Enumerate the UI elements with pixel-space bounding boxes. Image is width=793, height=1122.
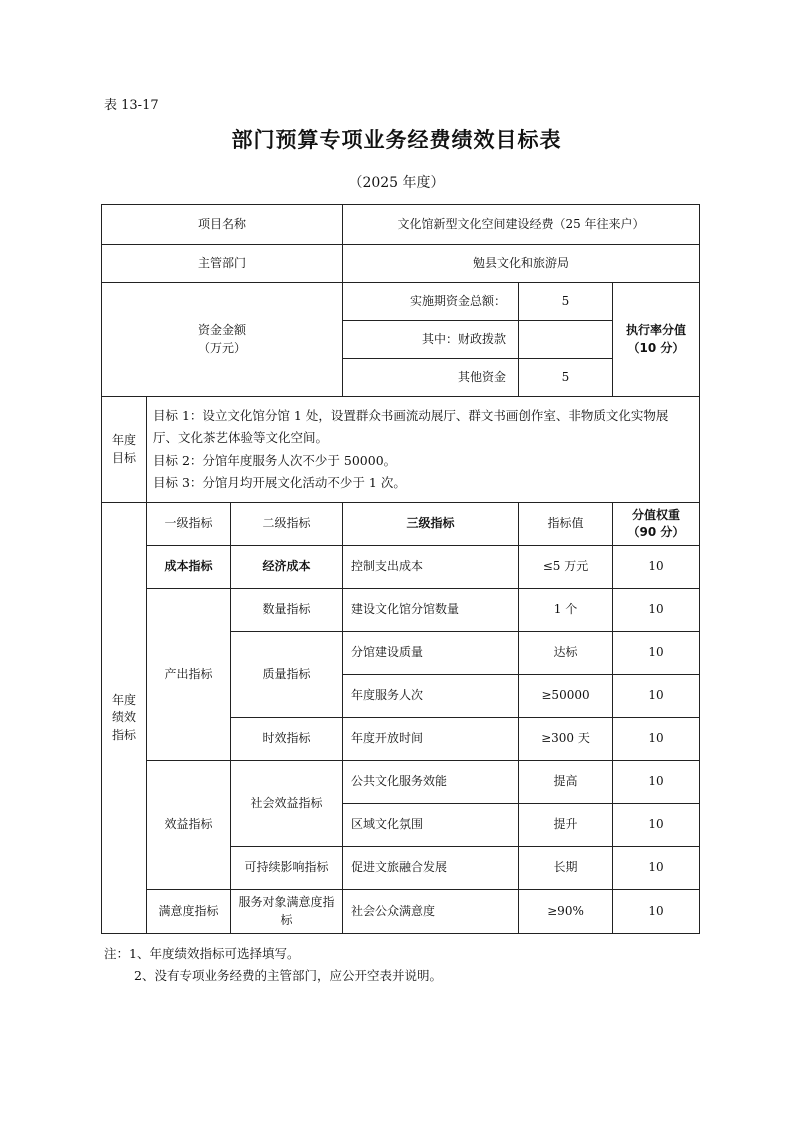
level3-cell: 年度开放时间 bbox=[343, 718, 519, 761]
level3-cell: 控制支出成本 bbox=[343, 546, 519, 589]
indicators-section-label bbox=[102, 503, 147, 934]
level2-sustainable-impact: 可持续影响指标 bbox=[231, 847, 343, 890]
footnote-2: 2、没有专项业务经费的主管部门，应公开空表并说明。 bbox=[134, 967, 442, 983]
fiscal-funds-value bbox=[519, 321, 613, 359]
header-weight bbox=[613, 503, 700, 546]
annual-goals-text bbox=[147, 397, 700, 503]
level3-cell: 促进文旅融合发展 bbox=[343, 847, 519, 890]
level1-satisfaction: 满意度指标 bbox=[147, 890, 231, 934]
level1-benefit: 效益指标 bbox=[147, 761, 231, 890]
level3-cell: 社会公众满意度 bbox=[343, 890, 519, 934]
annual-goals-label-line2: 目标 bbox=[111, 450, 136, 465]
table-number: 表 13-17 bbox=[104, 98, 159, 113]
indicator-weight: 10 bbox=[613, 546, 700, 589]
execution-score-line2: （10 分） bbox=[627, 340, 685, 355]
indicators-section-label-line: 绩效 bbox=[111, 710, 136, 725]
funds-label-line1: 资金金额 bbox=[197, 323, 246, 338]
indicator-value: 1 个 bbox=[519, 589, 613, 632]
footnote-1: 注：1、年度绩效指标可选择填写。 bbox=[104, 946, 300, 961]
indicator-weight: 10 bbox=[613, 804, 700, 847]
department-value: 勉县文化和旅游局 bbox=[343, 245, 700, 283]
funds-label bbox=[102, 283, 343, 397]
header-weight-line2: （90 分） bbox=[627, 525, 685, 539]
page-title: 部门预算专项业务经费绩效目标表 bbox=[231, 128, 562, 152]
level2-quality: 质量指标 bbox=[231, 632, 343, 718]
indicator-weight: 10 bbox=[613, 718, 700, 761]
indicator-weight: 10 bbox=[613, 847, 700, 890]
level3-cell: 分馆建设质量 bbox=[343, 632, 519, 675]
project-name-value: 文化馆新型文化空间建设经费（25 年往来户） bbox=[343, 205, 700, 245]
indicators-section-label-line: 年度 bbox=[111, 692, 136, 707]
goal-item: 目标 1：设立文化馆分馆 1 处，设置群众书画流动展厅、群文书画创作室、非物质文化实物展厅、文化茶艺体验等文化空间。 bbox=[153, 407, 669, 445]
indicator-weight: 10 bbox=[613, 675, 700, 718]
indicator-weight: 10 bbox=[613, 890, 700, 934]
level1-output: 产出指标 bbox=[147, 589, 231, 761]
level1-cost: 成本指标 bbox=[147, 546, 231, 589]
level3-cell: 年度服务人次 bbox=[343, 675, 519, 718]
header-level1: 一级指标 bbox=[147, 503, 231, 546]
header-value: 指标值 bbox=[519, 503, 613, 546]
goal-item: 目标 3：分馆月均开展文化活动不少于 1 次。 bbox=[153, 475, 406, 490]
level2-timeliness: 时效指标 bbox=[231, 718, 343, 761]
annual-goals-label bbox=[102, 397, 147, 503]
level2-social-benefit: 社会效益指标 bbox=[231, 761, 343, 847]
funds-label-line2: （万元） bbox=[197, 340, 246, 355]
indicators-section-label-line: 指标 bbox=[111, 727, 136, 742]
project-name-label: 项目名称 bbox=[102, 205, 343, 245]
indicator-value: ≥90% bbox=[519, 890, 613, 934]
budget-year: （2025 年度） bbox=[348, 175, 445, 191]
level3-cell: 公共文化服务效能 bbox=[343, 761, 519, 804]
total-funds-label: 实施期资金总额： bbox=[343, 283, 519, 321]
level2-quantity: 数量指标 bbox=[231, 589, 343, 632]
indicator-value: ≥300 天 bbox=[519, 718, 613, 761]
indicator-weight: 10 bbox=[613, 632, 700, 675]
level3-cell: 区域文化氛围 bbox=[343, 804, 519, 847]
goal-item: 目标 2：分馆年度服务人次不少于 50000。 bbox=[153, 452, 397, 468]
footnotes bbox=[104, 943, 442, 987]
fiscal-funds-label: 其中：财政拨款 bbox=[343, 321, 519, 359]
indicator-value: 提高 bbox=[519, 761, 613, 804]
execution-score-line1: 执行率分值 bbox=[625, 323, 686, 338]
total-funds-value: 5 bbox=[519, 283, 613, 321]
indicator-value: ≥50000 bbox=[519, 675, 613, 718]
indicator-weight: 10 bbox=[613, 761, 700, 804]
other-funds-value: 5 bbox=[519, 359, 613, 397]
indicator-value: 达标 bbox=[519, 632, 613, 675]
indicator-value: 长期 bbox=[519, 847, 613, 890]
header-level2: 二级指标 bbox=[231, 503, 343, 546]
annual-goals-label-line1: 年度 bbox=[111, 433, 136, 448]
header-weight-line1: 分值权重 bbox=[631, 507, 680, 522]
header-level3: 三级指标 bbox=[343, 503, 519, 546]
other-funds-label: 其他资金 bbox=[343, 359, 519, 397]
performance-target-table bbox=[101, 204, 700, 934]
indicator-weight: 10 bbox=[613, 589, 700, 632]
level2-economic-cost: 经济成本 bbox=[231, 546, 343, 589]
indicator-value: 提升 bbox=[519, 804, 613, 847]
level2-service-satisfaction: 服务对象满意度指标 bbox=[231, 890, 343, 934]
execution-score bbox=[613, 283, 700, 397]
indicator-value: ≤5 万元 bbox=[519, 546, 613, 589]
level3-cell: 建设文化馆分馆数量 bbox=[343, 589, 519, 632]
department-label: 主管部门 bbox=[102, 245, 343, 283]
